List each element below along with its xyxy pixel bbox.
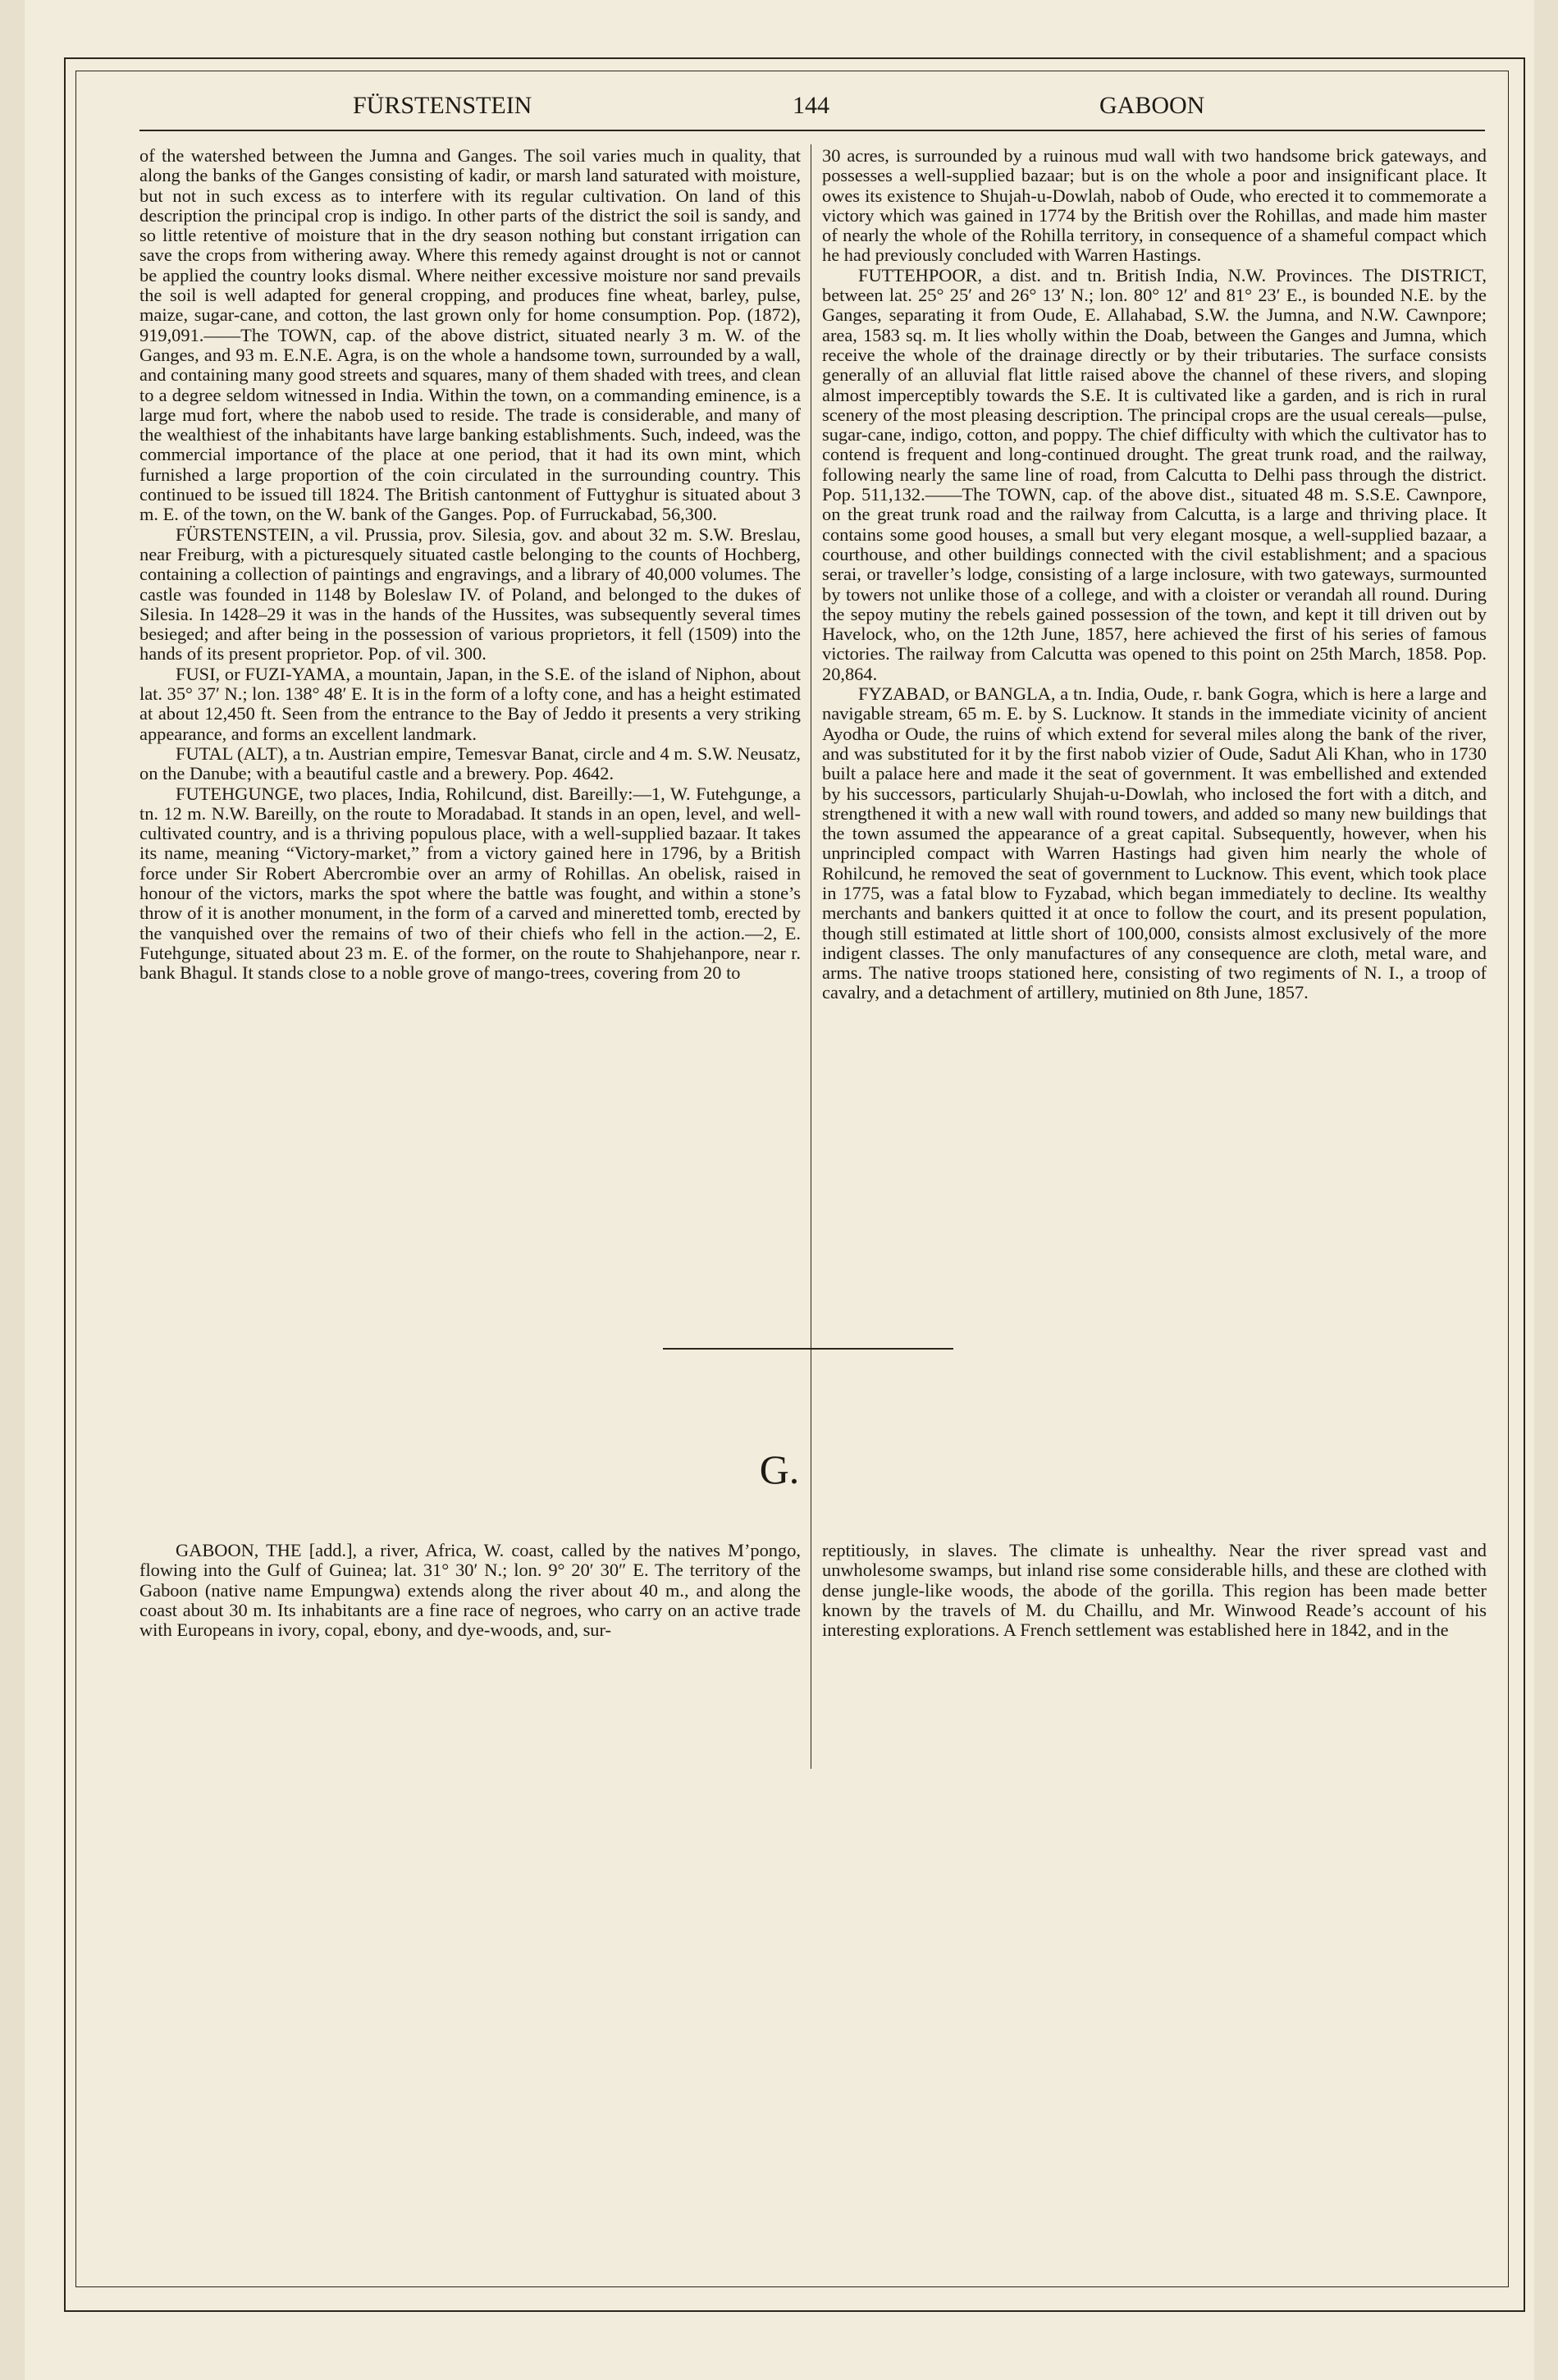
page-number: 144 xyxy=(793,92,829,119)
entry-paragraph: 30 acres, is surrounded by a ruinous mud wall with two handsome brick gateways, and possesses a well-supplied bazaar; but is on the whole a poor and insignificant place. It owes its existence to Shujah-u-Dowlah, nabob of Oude, who erected it to commemorate a victory which was gained in 1774 by the British over the Rohillas, and made him master of nearly the whole of the Rohilla territory, in consequence of a shameful compact which he had previously concluded with Warren Hastings. xyxy=(822,146,1487,266)
running-head-right: GABOON xyxy=(1099,92,1205,119)
running-head-left: FÜRSTENSTEIN xyxy=(353,92,532,119)
section-letter: G. xyxy=(759,1446,800,1492)
book-page xyxy=(25,0,1534,2380)
entry-paragraph: FUTAL (ALT), a tn. Austrian empire, Temesvar Banat, circle and 4 m. S.W. Neusatz, on the Danube; with a beautiful castle and a brewery. Pop. 4642. xyxy=(139,742,801,784)
entry-paragraph: reptitiously, in slaves. The climate is unhealthy. Near the river spread vast and unwholesome swamps, but inland rise some considerable hills, and these are clothed with dense jungle-like woods, the abode of the gorilla. This region has been made better known by the travels of M. du Chaillu, and Mr. Winwood Reade’s account of his interesting explorations. A French settlement was established here in 1842, and in the xyxy=(822,1541,1487,1641)
entry-paragraph: FYZABAD, or BANGLA, a tn. India, Oude, r. bank Gogra, which is here a large and navigable stream, 65 m. E. by S. Lucknow. It stands in the immediate vicinity of ancient Ayodha or Oude, the ruins of which extend for several miles along the bank of the river, and was substituted for it by the first nabob vizier of Oude, Sadut Ali Khan, who in 1730 built a palace here and made it the seat of government. It was embellished and extended by his successors, particularly Shujah-u-Dowlah, who inclosed the fort with a ditch, and strengthened it with a new wall with round towers, and added so many new buildings that the town assumed the appearance of a great capital. Subsequently, however, when his unprincipled compact with Warren Hastings had given him nearly the whole of Rohilcund, he removed the seat of government to Lucknow. This event, which took place in 1775, was a fatal blow to Fyzabad, which began immediately to decline. Its wealthy merchants and bankers quitted it at once to follow the court, and its present population, though still estimated at little short of 100,000, consists almost exclusively of the more indigent classes. The only manufactures of any consequence are cloth, metal ware, and arms. The native troops stationed here, consisting of two regiments of N. I., a troop of cavalry, and a detachment of artillery, mutinied on 8th June, 1857. xyxy=(822,683,1487,1003)
entry-paragraph: FUSI, or FUZI-YAMA, a mountain, Japan, in the S.E. of the island of Niphon, about lat. 35° 37′ N.; lon. 138° 48′ E. It is in the form of a lofty cone, and has a height estimated at about 12,450 ft. Seen from the entrance to the Bay of Jeddo it presents a very striking appearance, and forms an excellent landmark. xyxy=(139,663,801,744)
entry-paragraph: FUTEHGUNGE, two places, India, Rohilcund, dist. Bareilly:—1, W. Futehgunge, a tn. 12 m. N.W. Bareilly, on the route to Moradabad. It stands in an open, level, and well-cultivated country, and is a thriving populous place, with a well-supplied bazaar. It takes its name, meaning “Victory-market,” from a victory gained here in 1796, by a British force under Sir Robert Abercrombie over an army of Rohillas. An obelisk, raised in honour of the victors, marks the spot where the battle was fought, and within a stone’s throw of it is another monument, in the form of a carved and mineretted tomb, erected by the vanquished over the remains of two of their chiefs who fell in the action.—2, E. Futehgunge, situated about 23 m. E. of the former, on the route to Shahjehanpore, near r. bank Bhagul. It stands close to a noble grove of mango-trees, covering from 20 to xyxy=(139,783,801,984)
section-rule xyxy=(663,1348,953,1350)
entry-paragraph: FUTTEHPOOR, a dist. and tn. British India, N.W. Provinces. The DISTRICT, between lat. 25° 25′ and 26° 13′ N.; lon. 80° 12′ and 81° 23′ E., is bounded N.E. by the Ganges, separating it from Oude, E. Allahabad, S.W. the Jumna, and N.W. Cawnpore; area, 1583 sq. m. It lies wholly within the Doab, between the Ganges and Jumna, which receive the whole of the drainage directly or by their tributaries. The surface consists generally of an alluvial flat little raised above the channel of these rivers, and sloping almost imperceptibly towards the S.E. It is cultivated like a garden, and is rich in rural scenery of the most pleasing description. The principal crops are the usual cereals—pulse, sugar-cane, indigo, cotton, and poppy. The chief difficulty with which the cultivator has to contend is frequent and long-continued drought. The great trunk road, and the railway, following nearly the same line of road, from Calcutta to Delhi pass through the district. Pop. 511,132.——The TOWN, cap. of the above dist., situated 48 m. S.S.E. Cawnpore, on the great trunk road and the railway from Calcutta, is a large and thriving place. It contains some good houses, a small but very elegant mosque, a well-supplied bazaar, a courthouse, and other buildings connected with the civil establishment; and a spacious serai, or traveller’s lodge, consisting of a large inclosure, with two gateways, surmounted by towers not unlike those of a college, and with a cloister or verandah all round. During the sepoy mutiny the rebels gained possession of the town, and kept it till driven out by Havelock, who, on the 12th June, 1857, here achieved the first of his series of famous victories. The railway from Calcutta was opened to this point on 25th March, 1858. Pop. 20,864. xyxy=(822,264,1487,684)
entry-paragraph: FÜRSTENSTEIN, a vil. Prussia, prov. Silesia, gov. and about 32 m. S.W. Breslau, near Freiburg, with a picturesquely situated castle belonging to the counts of Hochberg, containing a collection of paintings and engravings, and a library of 40,000 volumes. The castle was founded in 1148 by Boleslaw IV. of Poland, and belonged to the dukes of Silesia. In 1428–29 it was in the hands of the Hussites, was subsequently several times besieged; and after being in the possession of various proprietors, it fell (1509) into the hands of its present proprietor. Pop. of vil. 300. xyxy=(139,523,801,665)
column-left-lower xyxy=(139,1541,801,1787)
header-rule xyxy=(139,130,1485,131)
entry-paragraph: GABOON, THE [add.], a river, Africa, W. coast, called by the natives M’pongo, flowing into the Gulf of Guinea; lat. 31° 30′ N.; lon. 9° 20′ 30″ E. The territory of the Gaboon (native name Empungwa) extends along the river about 40 m., and along the coast about 30 m. Its inhabitants are a fine race of negroes, who carry on an active trade with Europeans in ivory, copal, ebony, and dye-woods, and, sur- xyxy=(139,1541,801,1641)
column-right-lower xyxy=(822,1541,1487,1787)
entry-paragraph: of the watershed between the Jumna and Ganges. The soil varies much in quality, that along the banks of the Ganges consisting of kadir, or marsh land saturated with moisture, but not in such excess as to interfere with its regular cultivation. On land of this description the principal crop is indigo. In other parts of the district the soil is sandy, and so little retentive of moisture that in the dry season nothing but constant irrigation can save the crops from withering away. Where this remedy against drought is not or cannot be applied the country looks dismal. Where neither excessive moisture nor sand prevails the soil is well adapted for general cropping, and produces fine wheat, barley, pulse, maize, sugar-cane, and cotton, the last grown only for home consumption. Pop. (1872), 919,091.——The TOWN, cap. of the above district, situated nearly 3 m. W. of the Ganges, and 93 m. E.N.E. Agra, is on the whole a handsome town, surrounded by a wall, and containing many good streets and squares, many of them shaded with trees, and clean to a degree seldom witnessed in India. Within the town, on a commanding eminence, is a large mud fort, where the nabob used to reside. The trade is considerable, and many of the wealthiest of the inhabitants have large banking establishments. Such, indeed, was the commercial importance of the place at one period, that it had its own mint, which furnished a large proportion of the coin circulated in the surrounding country. This continued to be issued till 1824. The British cantonment of Futtyghur is situated about 3 m. E. of the town, on the W. bank of the Ganges. Pop. of Furruckabad, 56,300. xyxy=(139,146,801,525)
